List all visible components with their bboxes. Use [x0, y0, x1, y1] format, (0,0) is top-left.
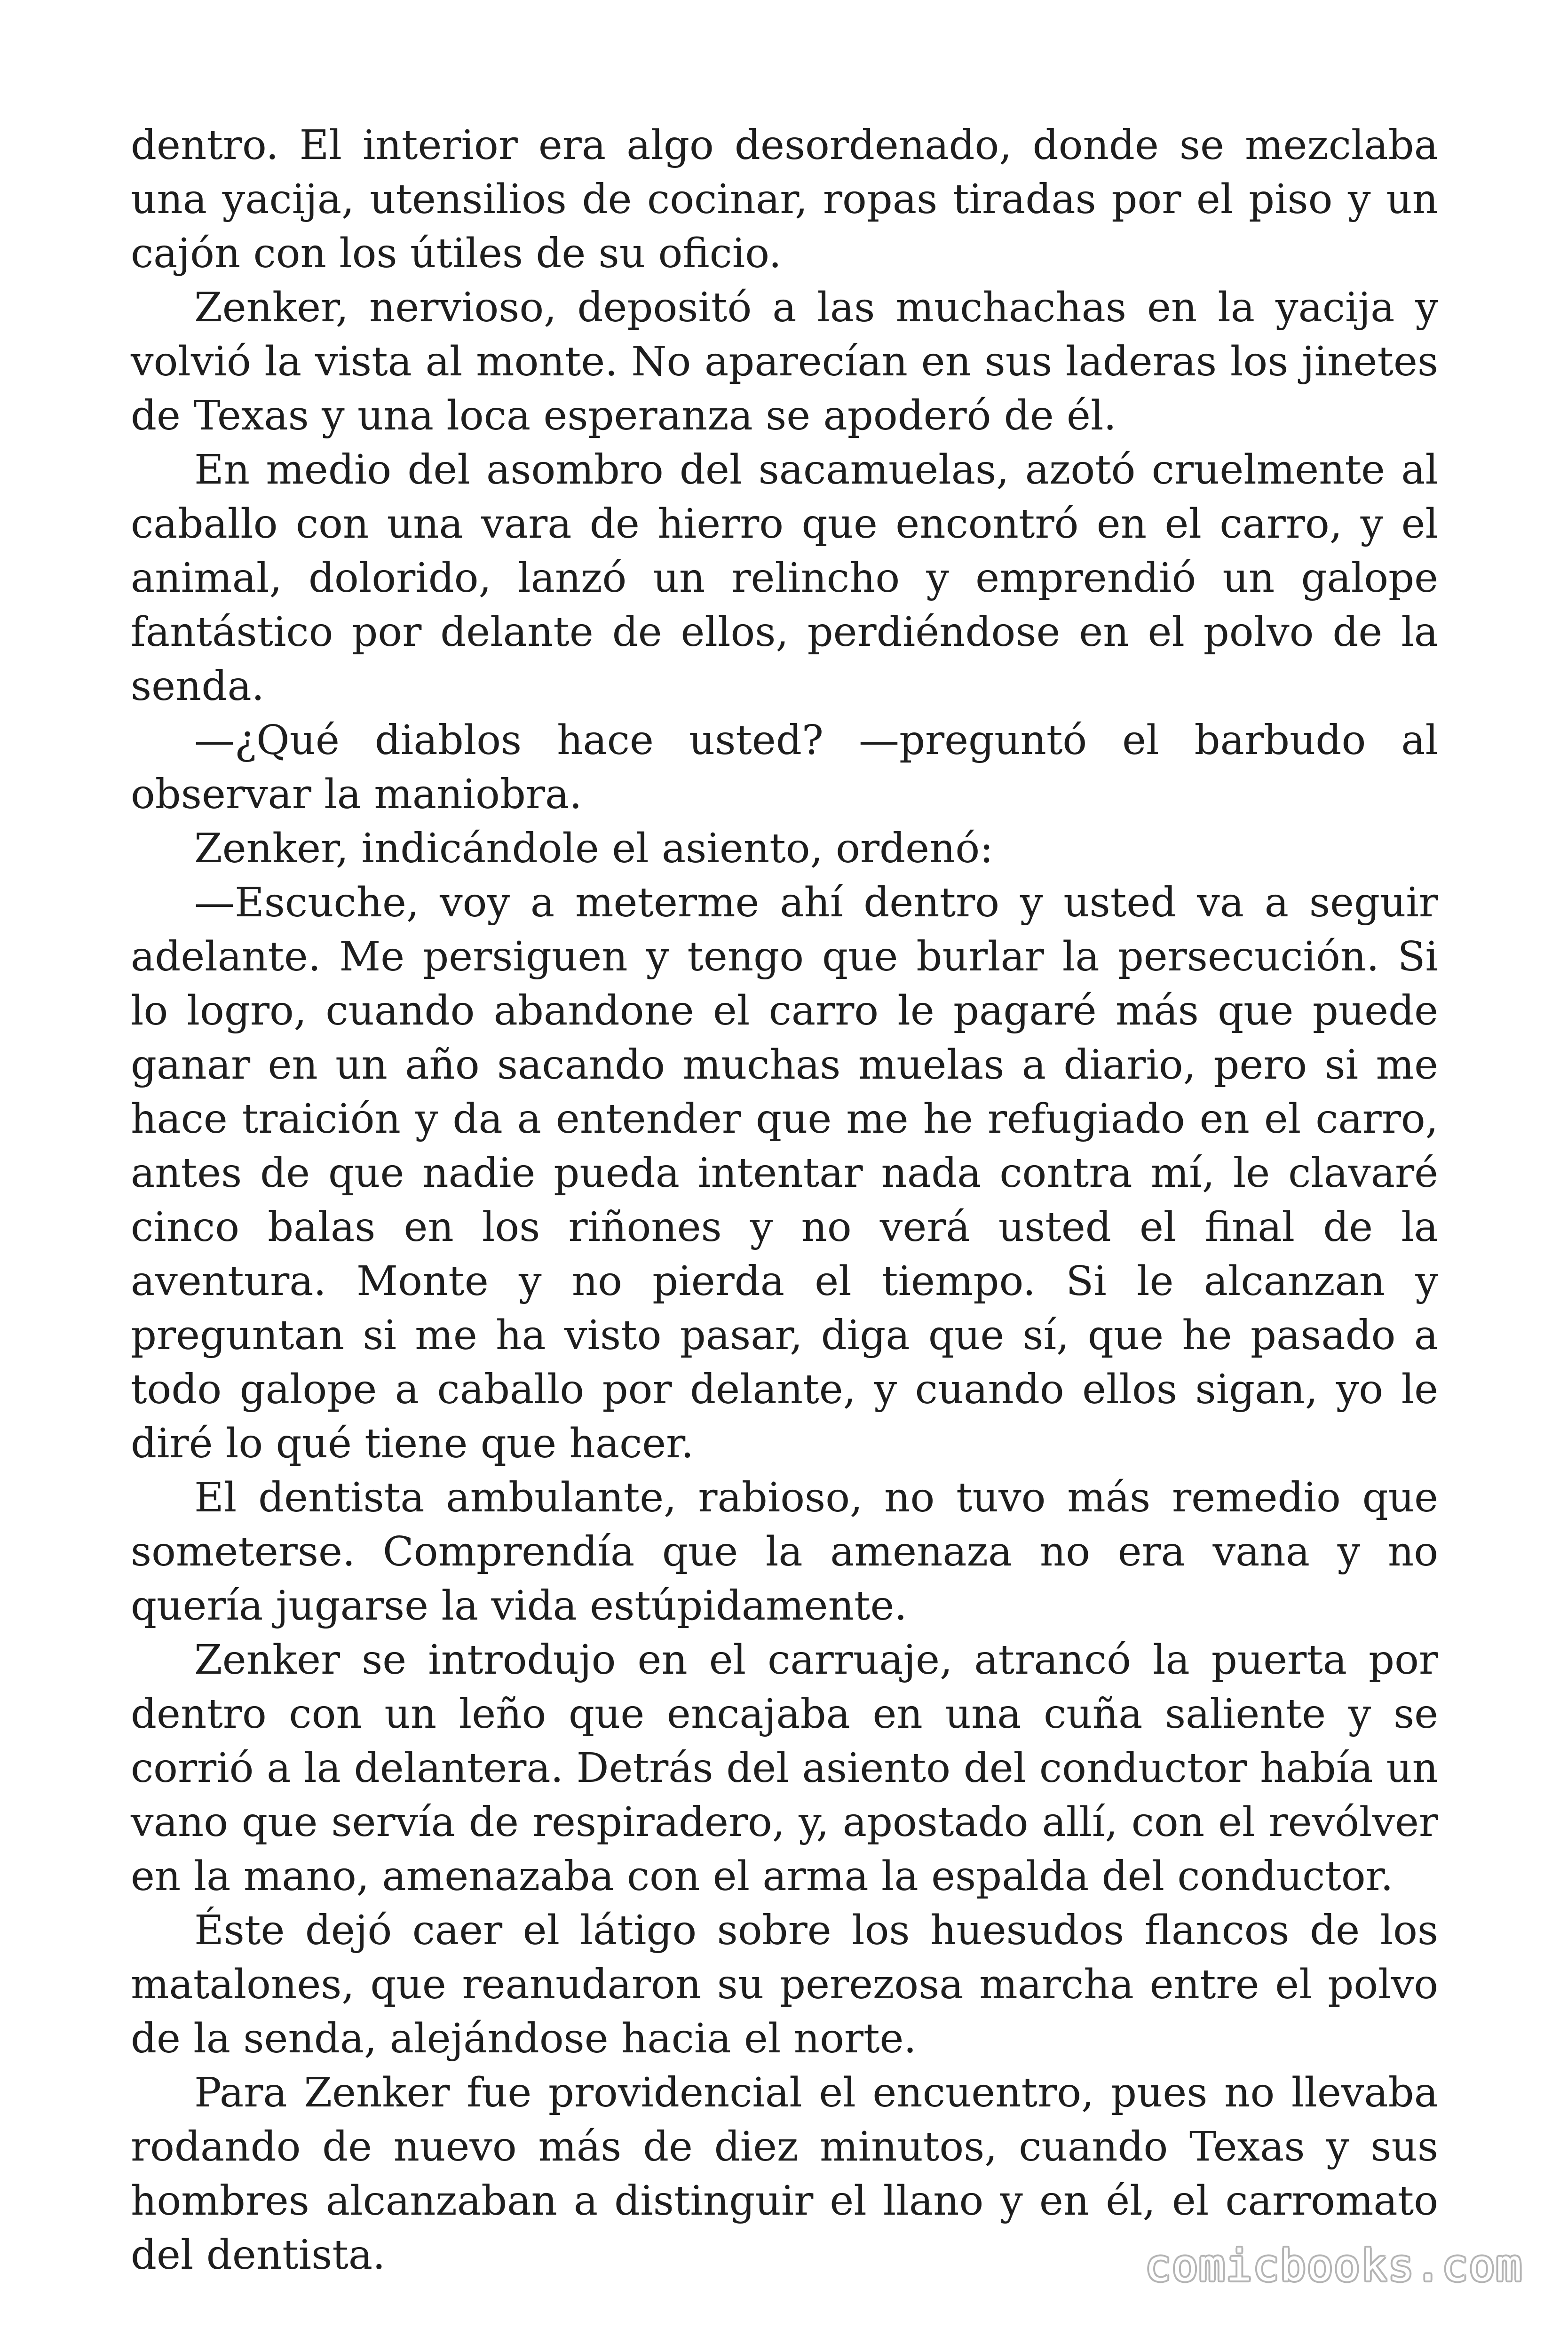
paragraph-5: Zenker, indicándole el asiento, ordenó:	[194, 825, 994, 872]
paragraph-4: —¿Qué diablos hace usted? —preguntó el barbudo al observar la maniobra.	[131, 717, 1438, 818]
paragraph-8: Zenker se introdujo en el carruaje, atrancó la puerta por dentro con un leño que encajaba en una cuña saliente y se corrió a la delantera. Detrás del asiento del conductor había un vano que servía de respiradero, y, apostado allí, con el revólver en la mano, amenazaba con el arma la espalda del conductor.	[131, 1637, 1438, 1900]
paragraph-7: El dentista ambulante, rabioso, no tuvo más remedio que someterse. Comprendía que la amenaza no era vana y no quería jugarse la vida estúpidamente.	[131, 1474, 1438, 1629]
paragraph-9: Éste dejó caer el látigo sobre los huesudos flancos de los matalones, que reanudaron su perezosa marcha entre el polvo de la senda, alejándose hacia el norte.	[131, 1907, 1438, 2062]
page-text	[131, 119, 1438, 2282]
paragraph-10: Para Zenker fue providencial el encuentro, pues no llevaba rodando de nuevo más de diez minutos, cuando Texas y sus hombres alcanzaban a distinguir el llano y en él, el carromato del dentista.	[131, 2069, 1438, 2279]
paragraph-3: En medio del asombro del sacamuelas, azotó cruelmente al caballo con una vara de hierro que encontró en el carro, y el animal, dolorido, lanzó un relincho y emprendió un galope fantástico por delante de ellos, perdiéndose en el polvo de la senda.	[131, 446, 1438, 710]
paragraph-2: Zenker, nervioso, depositó a las muchachas en la yacija y volvió la vista al monte. No aparecían en sus laderas los jinetes de Texas y una loca esperanza se apoderó de él.	[131, 284, 1438, 439]
paragraph-1: dentro. El interior era algo desordenado, donde se mezclaba una yacija, utensilios de cocinar, ropas tiradas por el piso y un cajón con los útiles de su oficio.	[131, 122, 1438, 277]
paragraph-6: —Escuche, voy a meterme ahí dentro y usted va a seguir adelante. Me persiguen y tengo que burlar la persecución. Si lo logro, cuando abandone el carro le pagaré más que puede ganar en un año sacando muchas muelas a diario, pero si me hace traición y da a entender que me he refugiado en el carro, antes de que nadie pueda intentar nada contra mí, le clavaré cinco balas en los riñones y no verá usted el final de la aventura. Monte y no pierda el tiempo. Si le alcanzan y preguntan si me ha visto pasar, diga que sí, que he pasado a todo galope a caballo por delante, y cuando ellos sigan, yo le diré lo qué tiene que hacer.	[131, 879, 1438, 1467]
watermark: comicbooks.com	[1145, 2241, 1523, 2291]
